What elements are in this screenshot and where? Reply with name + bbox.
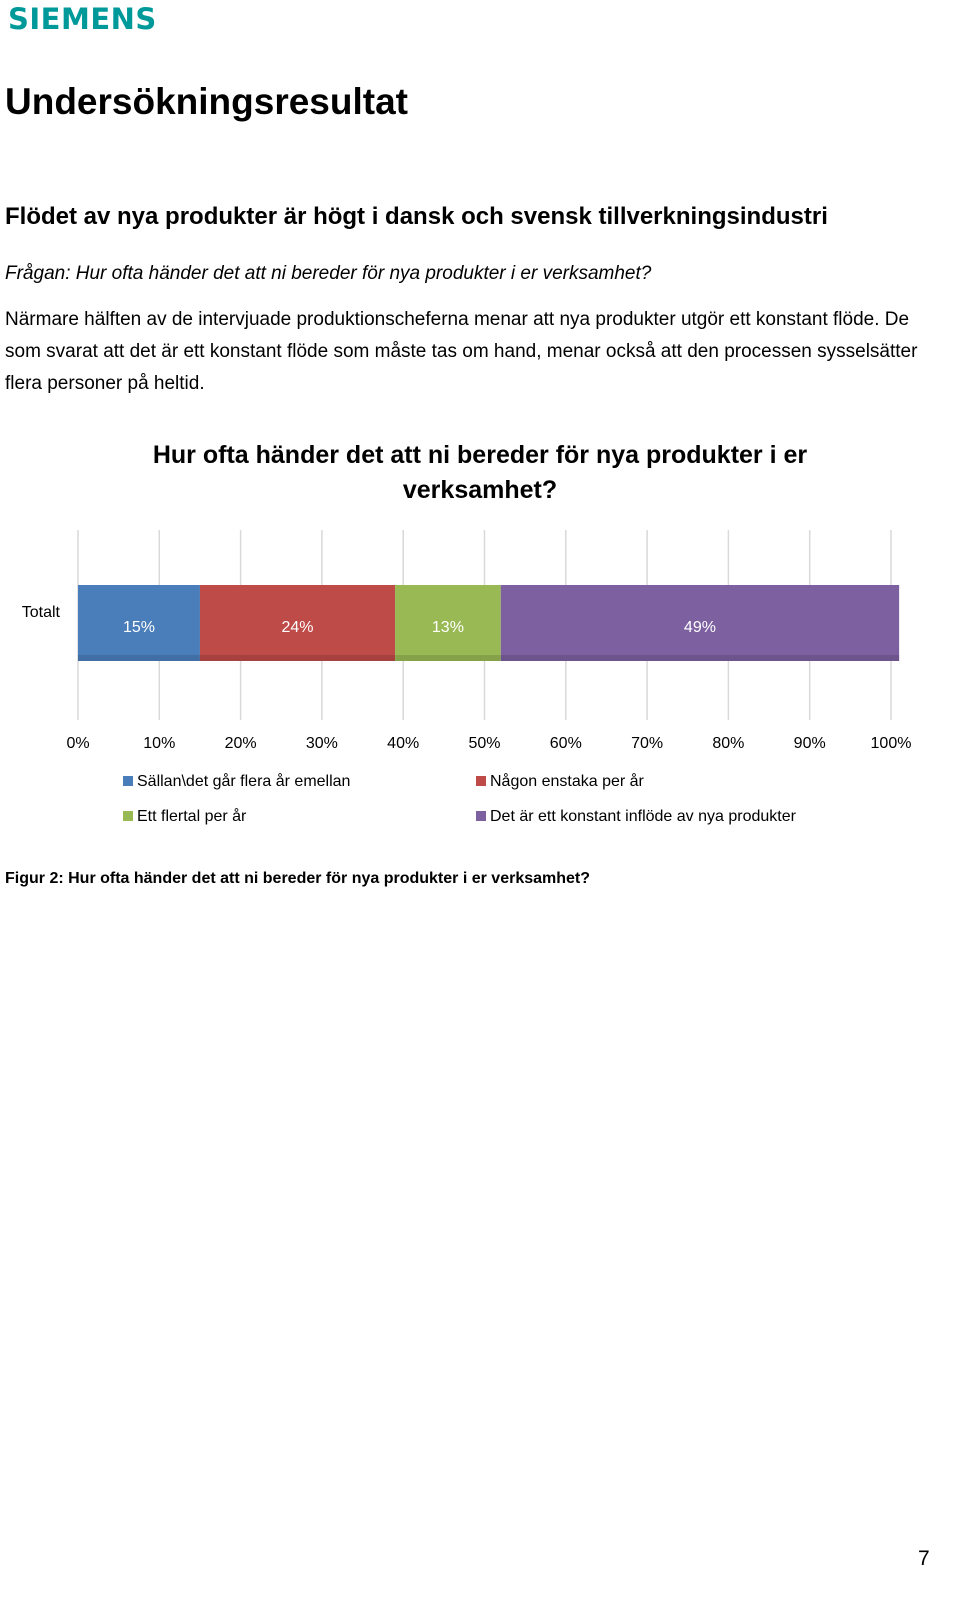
legend-label-nagon-enstaka: Någon enstaka per år bbox=[490, 773, 644, 790]
legend-swatch-konstant-inflode bbox=[476, 811, 486, 821]
figure-caption: Figur 2: Hur ofta händer det att ni bereder för nya produkter i er verksamhet? bbox=[5, 870, 591, 887]
x-tick-label: 10% bbox=[143, 735, 176, 752]
data-label: 49% bbox=[683, 619, 716, 636]
legend-label-ett-flertal: Ett flertal per år bbox=[137, 808, 247, 825]
x-tick-label: 20% bbox=[224, 735, 257, 752]
x-tick-label: 90% bbox=[793, 735, 826, 752]
legend-item-ett-flertal bbox=[123, 807, 246, 827]
legend-swatch-nagon-enstaka bbox=[476, 776, 486, 786]
siemens-logo: SIEMENS bbox=[8, 2, 157, 36]
bar-segment-shadow bbox=[200, 655, 395, 661]
data-label: 13% bbox=[431, 619, 464, 636]
legend-item-sallan bbox=[123, 772, 350, 792]
body-paragraph: Närmare hälften av de intervjuade produktionscheferna menar att nya produkter utgör ett konstant flöde. De som svarat att det är ett konstant flöde som måste tas om hand, menar också att den processen sysselsätter flera personer på heltid. bbox=[5, 309, 918, 394]
bar-segment-shadow bbox=[395, 655, 501, 661]
survey-question: Frågan: Hur ofta händer det att ni bereder för nya produkter i er verksamhet? bbox=[5, 263, 652, 284]
chart-title: Hur ofta händer det att ni bereder för nya produkter i er verksamhet? bbox=[152, 441, 808, 504]
stacked-bar-chart bbox=[0, 520, 960, 760]
x-tick-label: 80% bbox=[712, 735, 745, 752]
x-tick-label: 40% bbox=[387, 735, 420, 752]
data-label: 15% bbox=[122, 619, 155, 636]
legend-swatch-sallan bbox=[123, 776, 133, 786]
x-tick-label: 60% bbox=[549, 735, 582, 752]
x-tick-label: 50% bbox=[468, 735, 501, 752]
legend-label-sallan: Sällan\det går flera år emellan bbox=[137, 773, 351, 790]
legend-item-konstant-inflode bbox=[476, 807, 796, 827]
page-number: 7 bbox=[918, 1547, 930, 1570]
legend-item-nagon-enstaka bbox=[476, 772, 644, 792]
legend-label-konstant-inflode: Det är ett konstant inflöde av nya produkter bbox=[490, 808, 796, 825]
x-tick-label: 30% bbox=[305, 735, 338, 752]
x-tick-label: 70% bbox=[631, 735, 664, 752]
category-label: Totalt bbox=[21, 604, 60, 621]
bar-segment-shadow bbox=[501, 655, 899, 661]
section-heading: Flödet av nya produkter är högt i dansk och svensk tillverkningsindustri bbox=[5, 203, 828, 230]
bar-segment-shadow bbox=[78, 655, 200, 661]
page-title: Undersökningsresultat bbox=[5, 81, 408, 122]
legend-swatch-ett-flertal bbox=[123, 811, 133, 821]
data-label: 24% bbox=[281, 619, 314, 636]
x-tick-label: 100% bbox=[870, 735, 912, 752]
x-tick-label: 0% bbox=[66, 735, 90, 752]
